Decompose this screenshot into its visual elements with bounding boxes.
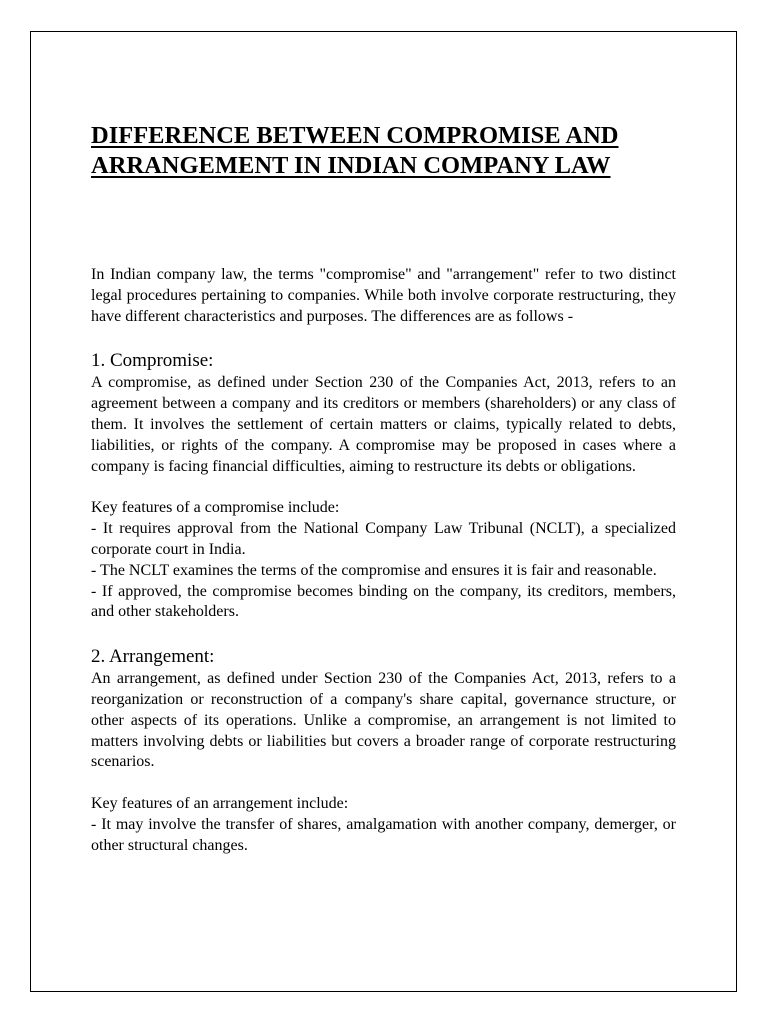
compromise-heading: 1. Compromise: (91, 350, 214, 372)
compromise-features-heading: Key features of a compromise include: (91, 499, 340, 517)
compromise-feature-item: - It requires approval from the National Company Law Tribunal (NCLT), a specialized corporate court in India. (91, 520, 676, 558)
intro-paragraph: In Indian company law, the terms "compromise" and "arrangement" refer to two distinct legal procedures pertaining to companies. While both involve corporate restructuring, they have different characteristics and purposes. The differences are as follows - (91, 266, 676, 325)
arrangement-feature-item: - It may involve the transfer of shares, amalgamation with another company, demerger, or other structural changes. (91, 815, 676, 854)
document-body (91, 121, 676, 857)
compromise-feature-item: - The NCLT examines the terms of the compromise and ensures it is fair and reasonable. (91, 561, 657, 579)
compromise-paragraph: A compromise, as defined under Section 230 of the Companies Act, 2013, refers to an agreement between a company and its creditors or members (shareholders) or any class of them. It involves the settlement of certain matters or claims, typically related to debts, liabilities, or rights of the company. A compromise may be proposed in cases where a company is facing financial difficulties, aiming to restructure its debts or obligations. (91, 374, 676, 475)
title-line-1: DIFFERENCE BETWEEN COMPROMISE AND (91, 122, 619, 149)
arrangement-heading: 2. Arrangement: (91, 646, 215, 668)
document-title (91, 121, 676, 181)
title-line-2: ARRANGEMENT IN INDIAN COMPANY LAW (91, 152, 611, 179)
arrangement-features-heading: Key features of an arrangement include: (91, 795, 349, 813)
compromise-feature-item: - If approved, the compromise becomes binding on the company, its creditors, members, and other stakeholders. (91, 582, 676, 621)
arrangement-paragraph: An arrangement, as defined under Section 230 of the Companies Act, 2013, refers to a reorganization or reconstruction of a company's share capital, governance structure, or other aspects of its operations. Unlike a compromise, an arrangement is not limited to matters involving debts or liabilities but covers a broader range of corporate restructuring scenarios. (91, 670, 676, 771)
